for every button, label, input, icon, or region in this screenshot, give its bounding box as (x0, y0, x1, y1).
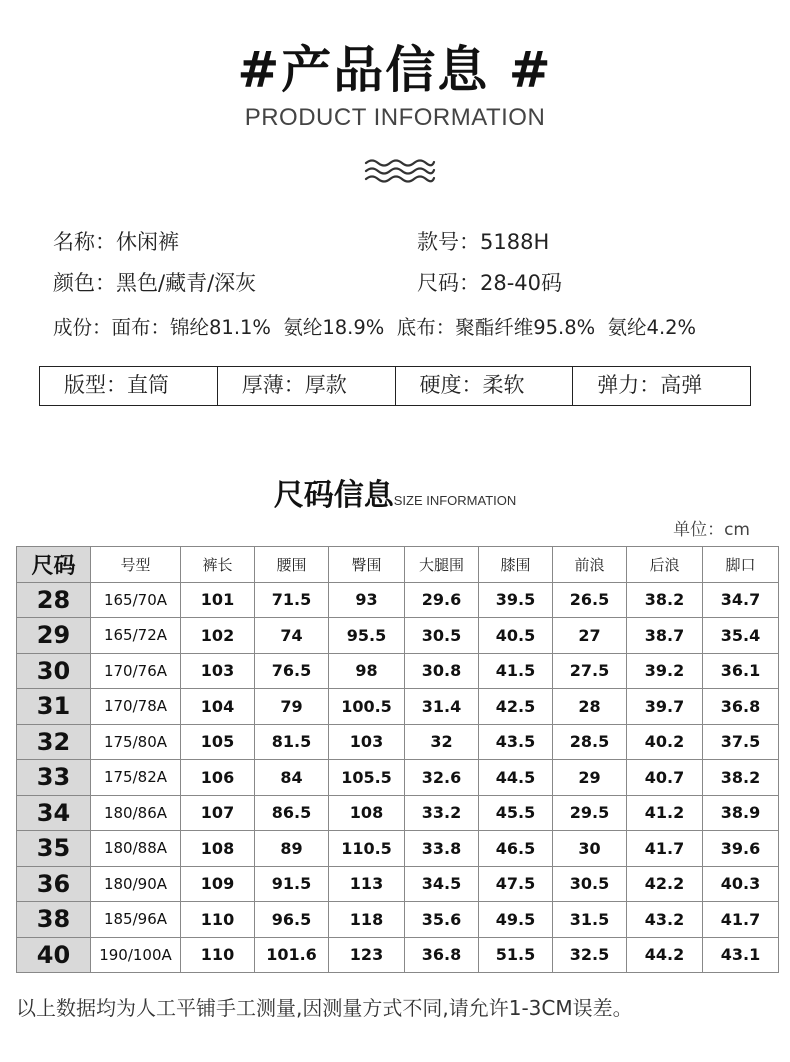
table-cell: 40.3 (703, 866, 779, 902)
size-cell: 35 (17, 831, 91, 867)
table-header-cell: 前浪 (553, 547, 627, 583)
table-cell: 29.6 (405, 582, 479, 618)
table-cell: 91.5 (255, 866, 329, 902)
table-header-cell: 后浪 (627, 547, 703, 583)
table-cell: 100.5 (329, 689, 405, 725)
size-cell: 28 (17, 582, 91, 618)
table-cell: 30.8 (405, 653, 479, 689)
table-row (17, 618, 779, 654)
table-cell: 38.7 (627, 618, 703, 654)
table-cell: 42.5 (479, 689, 553, 725)
table-cell: 118 (329, 902, 405, 938)
table-header-cell: 裤长 (181, 547, 255, 583)
table-cell: 43.1 (703, 937, 779, 973)
table-header-cell: 腰围 (255, 547, 329, 583)
table-cell: 44.2 (627, 937, 703, 973)
unit-label: 单位：cm (673, 520, 750, 540)
table-cell: 40.5 (479, 618, 553, 654)
table-cell: 108 (329, 795, 405, 831)
table-cell: 96.5 (255, 902, 329, 938)
table-cell: 36.8 (703, 689, 779, 725)
size-cell: 33 (17, 760, 91, 796)
table-cell: 30 (553, 831, 627, 867)
table-cell: 113 (329, 866, 405, 902)
table-row (17, 902, 779, 938)
table-cell: 30.5 (405, 618, 479, 654)
table-cell: 109 (181, 866, 255, 902)
table-cell: 98 (329, 653, 405, 689)
table-cell: 35.4 (703, 618, 779, 654)
table-cell: 37.5 (703, 724, 779, 760)
table-cell: 110 (181, 937, 255, 973)
attr-elasticity: 弹力：高弹 (597, 373, 703, 397)
product-name: 名称：休闲裤 (53, 230, 179, 254)
table-cell: 45.5 (479, 795, 553, 831)
table-cell: 30.5 (553, 866, 627, 902)
table-cell: 180/90A (91, 866, 181, 902)
table-row (17, 937, 779, 973)
table-cell: 35.6 (405, 902, 479, 938)
table-cell: 36.8 (405, 937, 479, 973)
table-cell: 190/100A (91, 937, 181, 973)
table-cell: 32 (405, 724, 479, 760)
attr-thickness: 厚薄：厚款 (218, 367, 396, 405)
wave-icon (364, 157, 436, 185)
table-cell: 84 (255, 760, 329, 796)
table-cell: 104 (181, 689, 255, 725)
size-info-title: 尺码信息 (273, 478, 394, 513)
table-row (17, 653, 779, 689)
table-cell: 180/88A (91, 831, 181, 867)
table-cell: 34.7 (703, 582, 779, 618)
size-cell: 40 (17, 937, 91, 973)
table-cell: 74 (255, 618, 329, 654)
size-cell: 34 (17, 795, 91, 831)
table-cell: 49.5 (479, 902, 553, 938)
table-row (17, 866, 779, 902)
table-header-cell: 大腿围 (405, 547, 479, 583)
table-cell: 27 (553, 618, 627, 654)
table-cell: 106 (181, 760, 255, 796)
table-header-row (17, 547, 779, 583)
size-cell: 38 (17, 902, 91, 938)
table-cell: 103 (329, 724, 405, 760)
table-cell: 47.5 (479, 866, 553, 902)
table-cell: 33.8 (405, 831, 479, 867)
table-cell: 185/96A (91, 902, 181, 938)
table-cell: 107 (181, 795, 255, 831)
table-cell: 102 (181, 618, 255, 654)
table-cell: 165/72A (91, 618, 181, 654)
table-cell: 170/78A (91, 689, 181, 725)
table-cell: 123 (329, 937, 405, 973)
table-cell: 108 (181, 831, 255, 867)
attribute-table (39, 366, 751, 406)
table-cell: 34.5 (405, 866, 479, 902)
table-cell: 93 (329, 582, 405, 618)
table-cell: 32.6 (405, 760, 479, 796)
table-row (17, 582, 779, 618)
table-cell: 38.2 (703, 760, 779, 796)
table-cell: 165/70A (91, 582, 181, 618)
table-row (17, 760, 779, 796)
table-cell: 51.5 (479, 937, 553, 973)
page-title: #产品信息 # (237, 41, 553, 99)
table-cell: 41.5 (479, 653, 553, 689)
table-cell: 41.7 (627, 831, 703, 867)
size-cell: 29 (17, 618, 91, 654)
table-cell: 86.5 (255, 795, 329, 831)
table-cell: 42.2 (627, 866, 703, 902)
table-cell: 28.5 (553, 724, 627, 760)
table-cell: 29 (553, 760, 627, 796)
product-composition: 成份：面布：锦纶81.1% 氨纶18.9% 底布：聚酯纤维95.8% 氨纶4.2% (53, 316, 697, 339)
size-info-title-en: SIZE INFORMATION (393, 493, 517, 508)
table-cell: 46.5 (479, 831, 553, 867)
table-cell: 39.6 (703, 831, 779, 867)
table-row (17, 689, 779, 725)
measurement-note: 以上数据均为人工平铺手工测量,因测量方式不同,请允许1-3CM误差。 (16, 996, 633, 1020)
table-cell: 27.5 (553, 653, 627, 689)
size-cell: 31 (17, 689, 91, 725)
table-cell: 38.2 (627, 582, 703, 618)
attr-fit: 版型：直筒 (40, 367, 218, 405)
table-cell: 39.2 (627, 653, 703, 689)
table-header-cell: 臀围 (329, 547, 405, 583)
size-table (16, 546, 779, 973)
table-cell: 71.5 (255, 582, 329, 618)
table-cell: 175/82A (91, 760, 181, 796)
table-row (17, 724, 779, 760)
table-cell: 170/76A (91, 653, 181, 689)
table-cell: 44.5 (479, 760, 553, 796)
size-info-heading (0, 470, 790, 514)
table-cell: 28 (553, 689, 627, 725)
table-cell: 41.2 (627, 795, 703, 831)
table-cell: 36.1 (703, 653, 779, 689)
table-cell: 33.2 (405, 795, 479, 831)
table-cell: 180/86A (91, 795, 181, 831)
table-cell: 32.5 (553, 937, 627, 973)
attr-hardness: 硬度：柔软 (396, 367, 574, 405)
table-cell: 43.2 (627, 902, 703, 938)
table-header-cell: 尺码 (17, 547, 91, 583)
table-cell: 105 (181, 724, 255, 760)
page-subtitle: PRODUCT INFORMATION (244, 104, 546, 131)
table-cell: 105.5 (329, 760, 405, 796)
table-cell: 103 (181, 653, 255, 689)
table-cell: 175/80A (91, 724, 181, 760)
table-cell: 29.5 (553, 795, 627, 831)
size-cell: 36 (17, 866, 91, 902)
table-cell: 38.9 (703, 795, 779, 831)
table-cell: 39.5 (479, 582, 553, 618)
table-row (17, 795, 779, 831)
table-cell: 95.5 (329, 618, 405, 654)
table-cell: 31.4 (405, 689, 479, 725)
table-cell: 81.5 (255, 724, 329, 760)
table-cell: 110.5 (329, 831, 405, 867)
table-header-cell: 号型 (91, 547, 181, 583)
size-cell: 32 (17, 724, 91, 760)
table-cell: 40.7 (627, 760, 703, 796)
table-header-cell: 膝围 (479, 547, 553, 583)
product-style-no: 款号：5188H (417, 230, 550, 254)
table-cell: 79 (255, 689, 329, 725)
table-row (17, 831, 779, 867)
table-cell: 110 (181, 902, 255, 938)
table-cell: 101 (181, 582, 255, 618)
table-cell: 31.5 (553, 902, 627, 938)
table-cell: 26.5 (553, 582, 627, 618)
table-cell: 40.2 (627, 724, 703, 760)
product-colors: 颜色：黑色/藏青/深灰 (53, 271, 257, 295)
table-cell: 39.7 (627, 689, 703, 725)
product-sizes: 尺码：28-40码 (417, 271, 563, 295)
table-cell: 41.7 (703, 902, 779, 938)
table-cell: 101.6 (255, 937, 329, 973)
table-cell: 76.5 (255, 653, 329, 689)
table-cell: 43.5 (479, 724, 553, 760)
size-cell: 30 (17, 653, 91, 689)
table-header-cell: 脚口 (703, 547, 779, 583)
table-cell: 89 (255, 831, 329, 867)
